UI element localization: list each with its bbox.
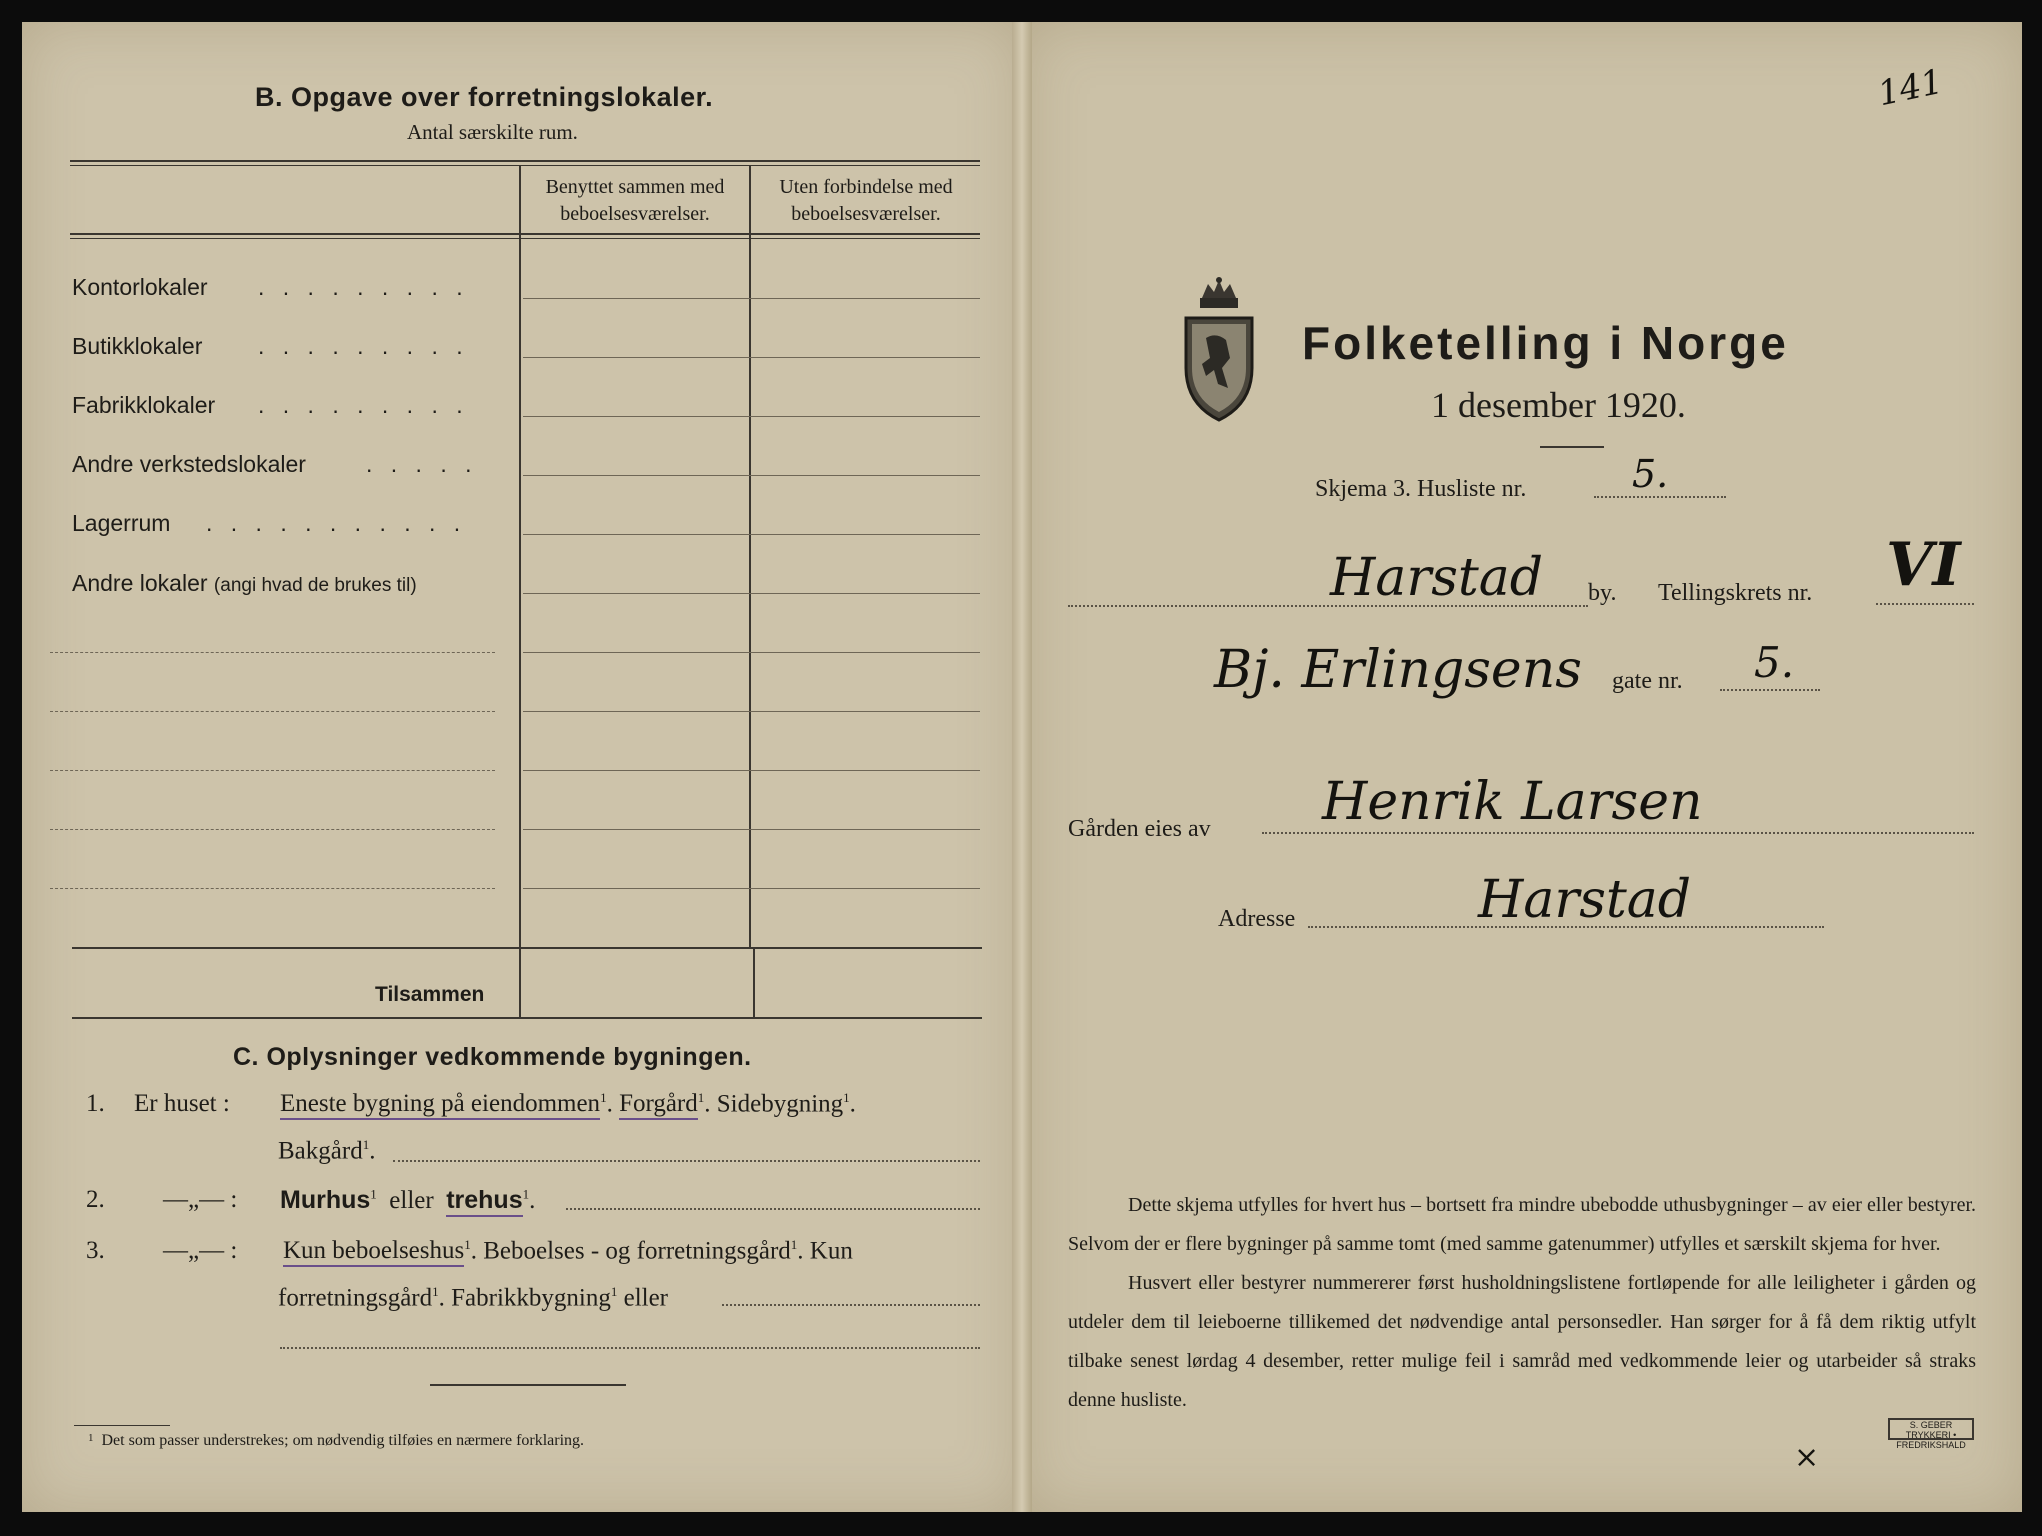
option-forretningsgard: forretningsgård (278, 1284, 433, 1312)
header-bottom-rule (70, 233, 980, 235)
row-rule (523, 652, 980, 653)
item3-number: 3. (86, 1237, 105, 1264)
item1-options: Eneste bygning på eiendommen$^1$. Forgård$^1$. Sidebygning$^1$. (280, 1090, 856, 1118)
footnote-marker: 1 (600, 1090, 607, 1105)
item2-number: 2. (86, 1186, 105, 1213)
footnote-marker: 1 (432, 1284, 439, 1299)
row-label-kontorlokaler: Kontorlokaler (72, 274, 208, 300)
footnote-rule (74, 1425, 170, 1426)
andre-lokaler-hint: (angi hvad de brukes til) (213, 575, 417, 596)
gate-value: 5. (1754, 638, 1795, 687)
row-rule (523, 888, 980, 889)
item3-ditto: —„— : (163, 1237, 238, 1264)
option-fabrikkbygning: Fabrikkbygning (451, 1284, 611, 1312)
row-rule (523, 475, 980, 476)
row-label-lagerrum: Lagerrum (72, 510, 171, 536)
instructions-paragraph-1: Dette skjema utfylles for hvert hus – bortsett fra mindre ubebodde uthusbygninger – av eier eller bestyrer. Selvom der er flere bygninger på samme tomt (med samme gatenummer) utfylles et særskilt skjema for hver. (1068, 1194, 1976, 1255)
row-label-fabrikklokaler: Fabrikklokaler (72, 392, 216, 418)
total-col-divider-1 (519, 947, 521, 1017)
section-c-title: C. Oplysninger vedkommende bygningen. (233, 1043, 752, 1071)
item2-ditto: —„— : (163, 1186, 238, 1213)
footnote-marker: 1 (697, 1090, 705, 1105)
printer-stamp: S. GEBER TRYKKERI • FREDRIKSHALD (1888, 1418, 1974, 1440)
row-dots: . . . . . . . . . (258, 392, 469, 418)
owner-label: Gården eies av (1068, 816, 1211, 842)
census-date: 1 desember 1920. (1431, 385, 1686, 425)
option-forgard: Forgård (619, 1090, 698, 1120)
instructions (1068, 1186, 1976, 1420)
blank-line (50, 888, 495, 889)
footnote-marker: 1 (362, 1137, 370, 1152)
row-rule (523, 593, 980, 594)
andre-lokaler-label: Andre lokaler (72, 570, 208, 596)
table-top-rule (70, 160, 980, 162)
section-b-title: B. Opgave over forretningslokaler. (255, 82, 714, 112)
col2-header (753, 174, 979, 228)
blank-line (50, 770, 495, 771)
col1-header-line2: beboelsesværelser. (560, 203, 710, 225)
row-rule (523, 829, 980, 830)
title-rule (1540, 446, 1604, 448)
footnote-marker: 1 (610, 1284, 618, 1299)
table-col-divider-1 (519, 165, 521, 947)
col1-header (523, 174, 747, 228)
option-trehus: trehus (446, 1186, 522, 1217)
row-rule (523, 298, 980, 299)
item3-fill-line (722, 1304, 980, 1306)
krets-value: VI (1886, 530, 1961, 600)
item2-eller: eller (389, 1187, 434, 1214)
option-eneste-bygning: Eneste bygning på eiendommen (280, 1090, 600, 1120)
item3-eller: eller (623, 1284, 669, 1312)
footnote-text: Det som passer understrekes; om nødvendig tilføies en nærmere forklaring. (101, 1432, 585, 1449)
total-col-divider-2 (753, 947, 755, 1017)
row-label-andre-lokaler (72, 570, 417, 597)
address-value: Harstad (1478, 870, 1692, 930)
item2-options: Murhus$^1$ eller trehus$^1$. (280, 1186, 535, 1215)
item1-lead: Er huset : (134, 1090, 230, 1117)
footnote-marker: 1 (522, 1186, 530, 1202)
option-bakgard: Bakgård (278, 1137, 363, 1165)
town-value: Harstad (1330, 548, 1544, 608)
row-dots: . . . . . . . . . . . (206, 510, 467, 536)
corner-note: 141 (1874, 61, 1947, 115)
owner-fill-line (1262, 832, 1974, 834)
row-label-butikklokaler: Butikklokaler (72, 333, 203, 359)
instructions-paragraph-2: Husvert eller bestyrer nummererer først husholdningslistene fortløpende for alle leiligheter i gården og utdeler dem til leieboerne tillikemed det nødvendige antal personsedler. Han sørger for å få dem riktig utfylt tilbake senest lørdag 4 desember, retter mulige feil i samråd med vedkommende leier og utarbeider så straks denne husliste. (1068, 1272, 1976, 1411)
row-dots: . . . . . (366, 451, 478, 477)
address-label: Adresse (1218, 906, 1296, 932)
total-label: Tilsammen (375, 983, 485, 1006)
item1-option-bakgard: Bakgård$^1$. (278, 1137, 376, 1165)
row-rule (523, 711, 980, 712)
row-dots: . . . . . . . . . (258, 274, 469, 300)
row-rule (523, 534, 980, 535)
footnote (88, 1432, 584, 1450)
row-rule (523, 416, 980, 417)
table-top-rule-2 (70, 165, 980, 166)
item1-fill-line (393, 1160, 980, 1162)
footnote-marker: 1 (464, 1237, 471, 1252)
street-value: Bj. Erlingsens (1214, 640, 1582, 700)
option-beboelses-og-forretningsgard: Beboelses - og forretningsgård (483, 1237, 791, 1265)
section-b-subtitle: Antal særskilte rum. (407, 120, 578, 144)
krets-fill-line (1876, 603, 1974, 605)
option-kun: Kun (809, 1237, 853, 1265)
form-title: Folketelling i Norge (1302, 317, 1789, 369)
option-sidebygning: Sidebygning (716, 1090, 844, 1118)
husliste-value: 5. (1632, 452, 1669, 496)
item3-options-line2: forretningsgård$^1$. Fabrikkbygning$^1$ eller (278, 1284, 669, 1312)
footnote-number: 1 (88, 1432, 94, 1444)
tellingskrets-label: Tellingskrets nr. (1658, 580, 1813, 606)
footnote-marker: 1 (843, 1090, 850, 1105)
blank-line (50, 711, 495, 712)
item3-fill-line-2 (280, 1347, 980, 1349)
col2-header-line2: beboelsesværelser. (791, 203, 941, 225)
col1-header-line1: Benyttet sammen med (545, 176, 725, 198)
page-fold (1012, 22, 1032, 1512)
option-kun-beboelseshus: Kun beboelseshus (283, 1237, 464, 1267)
separator-rule (430, 1384, 626, 1386)
col2-header-line1: Uten forbindelse med (779, 176, 953, 198)
row-rule (523, 770, 980, 771)
row-dots: . . . . . . . . . (258, 333, 469, 359)
total-top-rule (72, 947, 982, 949)
row-label-andre-verkstedslokaler: Andre verkstedslokaler (72, 451, 306, 477)
coat-of-arms-icon (1178, 276, 1260, 422)
item2-fill-line (566, 1208, 980, 1210)
item1-number: 1. (86, 1090, 105, 1117)
husliste-fill-line (1594, 496, 1726, 498)
option-murhus: Murhus (280, 1186, 371, 1214)
blank-line (50, 829, 495, 830)
item3-options: Kun beboelseshus$^1$. Beboelses - og forretningsgård$^1$. Kun (283, 1237, 853, 1265)
owner-value: Henrik Larsen (1322, 772, 1703, 832)
total-bottom-rule (72, 1017, 982, 1019)
by-label: by. (1588, 580, 1617, 606)
skjema-label: Skjema 3. Husliste nr. (1315, 476, 1527, 502)
gate-fill-line (1720, 689, 1820, 691)
gate-label: gate nr. (1612, 668, 1683, 694)
check-mark: × (1794, 1440, 1820, 1475)
footnote-marker: 1 (370, 1186, 377, 1202)
blank-line (50, 652, 495, 653)
footnote-marker: 1 (790, 1237, 798, 1252)
row-rule (523, 357, 980, 358)
header-bottom-rule-2 (70, 238, 980, 239)
